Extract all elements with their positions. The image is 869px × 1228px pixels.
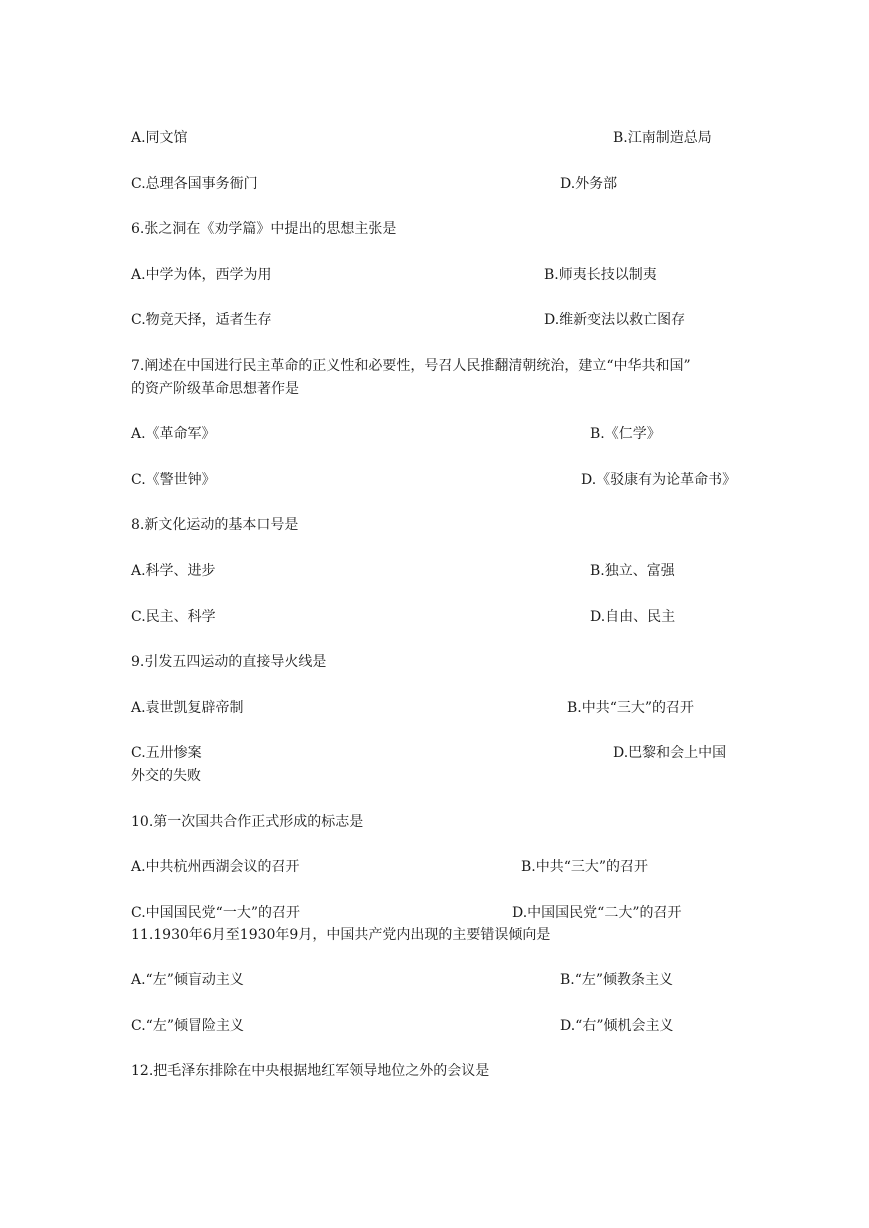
q5-option-b: B.江南制造总局 <box>613 130 712 146</box>
q7-option-d: D.《驳康有为论革命书》 <box>581 472 737 488</box>
question-8: 8.新文化运动的基本口号是 <box>131 517 299 533</box>
question-9: 9.引发五四运动的直接导火线是 <box>131 654 327 670</box>
q11-option-b: B.“左”倾教条主义 <box>560 972 674 988</box>
q9-option-c: C.五卅惨案 <box>131 745 202 761</box>
q10-option-d: D.中国国民党“二大”的召开 <box>512 905 682 921</box>
q11-option-a: A.“左”倾盲动主义 <box>131 972 244 988</box>
question-6: 6.张之洞在《劝学篇》中提出的思想主张是 <box>131 221 397 237</box>
question-7-line-2: 的资产阶级革命思想著作是 <box>131 381 299 397</box>
q7-option-b: B.《仁学》 <box>590 426 661 442</box>
q10-option-a: A.中共杭州西湖会议的召开 <box>131 859 300 875</box>
q5-option-c: C.总理各国事务衙门 <box>131 176 258 192</box>
q11-option-c: C.“左”倾冒险主义 <box>131 1018 244 1034</box>
q9-option-b: B.中共“三大”的召开 <box>567 700 695 716</box>
q9-option-d-line-2: 外交的失败 <box>131 768 201 784</box>
q9-option-a: A.袁世凯复辟帝制 <box>131 700 244 716</box>
q8-option-d: D.自由、民主 <box>590 609 676 625</box>
q8-option-b: B.独立、富强 <box>590 563 675 579</box>
q10-option-c: C.中国国民党“一大”的召开 <box>131 905 300 921</box>
q7-option-c: C.《警世钟》 <box>131 472 216 488</box>
q7-option-a: A.《革命军》 <box>131 426 216 442</box>
q11-option-d: D.“右”倾机会主义 <box>560 1018 674 1034</box>
question-10: 10.第一次国共合作正式形成的标志是 <box>131 814 364 830</box>
q6-option-c: C.物竞天择，适者生存 <box>131 312 272 328</box>
q9-option-d-line-1: D.巴黎和会上中国 <box>613 745 727 761</box>
question-7-line-1: 7.阐述在中国进行民主革命的正义性和必要性，号召人民推翻清朝统治，建立“中华共和国” <box>131 358 691 374</box>
q8-option-c: C.民主、科学 <box>131 609 216 625</box>
q10-option-b: B.中共“三大”的召开 <box>521 859 649 875</box>
q6-option-b: B.师夷长技以制夷 <box>544 267 657 283</box>
question-12: 12.把毛泽东排除在中央根据地红军领导地位之外的会议是 <box>131 1063 490 1079</box>
q5-option-d: D.外务部 <box>560 176 618 192</box>
q6-option-a: A.中学为体，西学为用 <box>131 267 272 283</box>
q5-option-a: A.同文馆 <box>131 130 188 146</box>
q6-option-d: D.维新变法以救亡图存 <box>544 312 686 328</box>
q8-option-a: A.科学、进步 <box>131 563 216 579</box>
question-11: 11.1930年6月至1930年9月，中国共产党内出现的主要错误倾向是 <box>131 927 551 943</box>
